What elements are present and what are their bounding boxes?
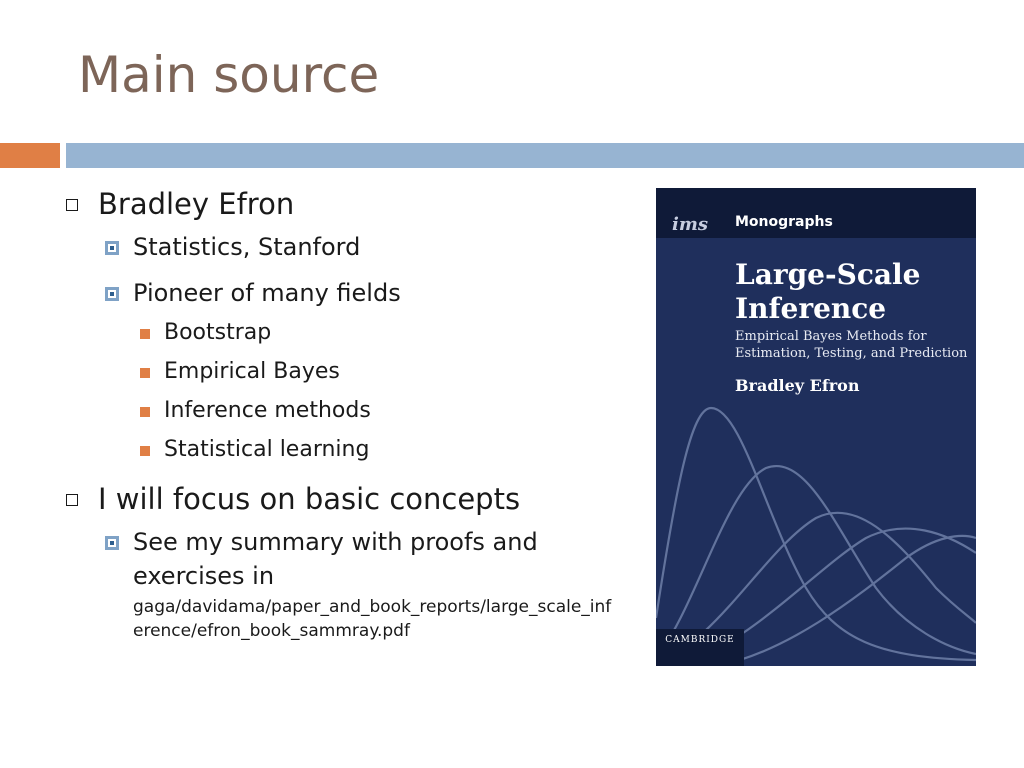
filled-square-bullet-icon	[140, 446, 150, 456]
curve-1	[656, 408, 976, 660]
bullet-level2	[60, 276, 620, 310]
square-bullet-icon	[105, 536, 119, 550]
bullet-text: Pioneer of many fields	[133, 279, 401, 307]
bullet-text: Statistics, Stanford	[133, 233, 361, 261]
publisher-logo: CAMBRIDGE	[656, 629, 744, 666]
accent-bar-orange	[0, 143, 60, 168]
filled-square-bullet-icon	[140, 368, 150, 378]
bullet-level3	[60, 396, 620, 426]
file-path: gaga/davidama/paper_and_book_reports/large_scale_inference/efron_book_sammray.pdf	[133, 597, 612, 641]
bullet-text: See my summary with proofs and exercises in	[133, 528, 538, 590]
bullet-text: Bootstrap	[164, 320, 272, 345]
bullet-level3	[60, 435, 620, 465]
bullet-text: I will focus on basic concepts	[98, 482, 521, 516]
bullet-level3	[60, 318, 620, 348]
bullet-level1	[60, 479, 620, 519]
square-bullet-icon	[105, 241, 119, 255]
book-author: Bradley Efron	[735, 376, 860, 395]
bullet-text: Inference methods	[164, 398, 371, 423]
slide-title: Main source	[78, 46, 380, 104]
hollow-square-bullet-icon	[66, 199, 78, 211]
bullet-text: Statistical learning	[164, 437, 370, 462]
bullet-text: Empirical Bayes	[164, 359, 340, 384]
series-name: Monographs	[735, 214, 833, 230]
curve-5	[716, 536, 976, 666]
bullet-list	[60, 184, 620, 655]
bullet-level2	[60, 230, 620, 264]
filled-square-bullet-icon	[140, 329, 150, 339]
bullet-level2	[60, 525, 620, 643]
bullet-level1	[60, 184, 620, 224]
hollow-square-bullet-icon	[66, 494, 78, 506]
accent-bar-blue	[66, 143, 1024, 168]
square-bullet-icon	[105, 287, 119, 301]
book-subtitle: Empirical Bayes Methods for Estimation, Testing, and Prediction	[735, 329, 968, 361]
book-title: Large-Scale Inference	[735, 258, 921, 325]
filled-square-bullet-icon	[140, 407, 150, 417]
bullet-level3	[60, 357, 620, 387]
book-cover	[656, 188, 976, 666]
bullet-text: Bradley Efron	[98, 187, 295, 221]
ims-logo: ims	[671, 214, 709, 235]
